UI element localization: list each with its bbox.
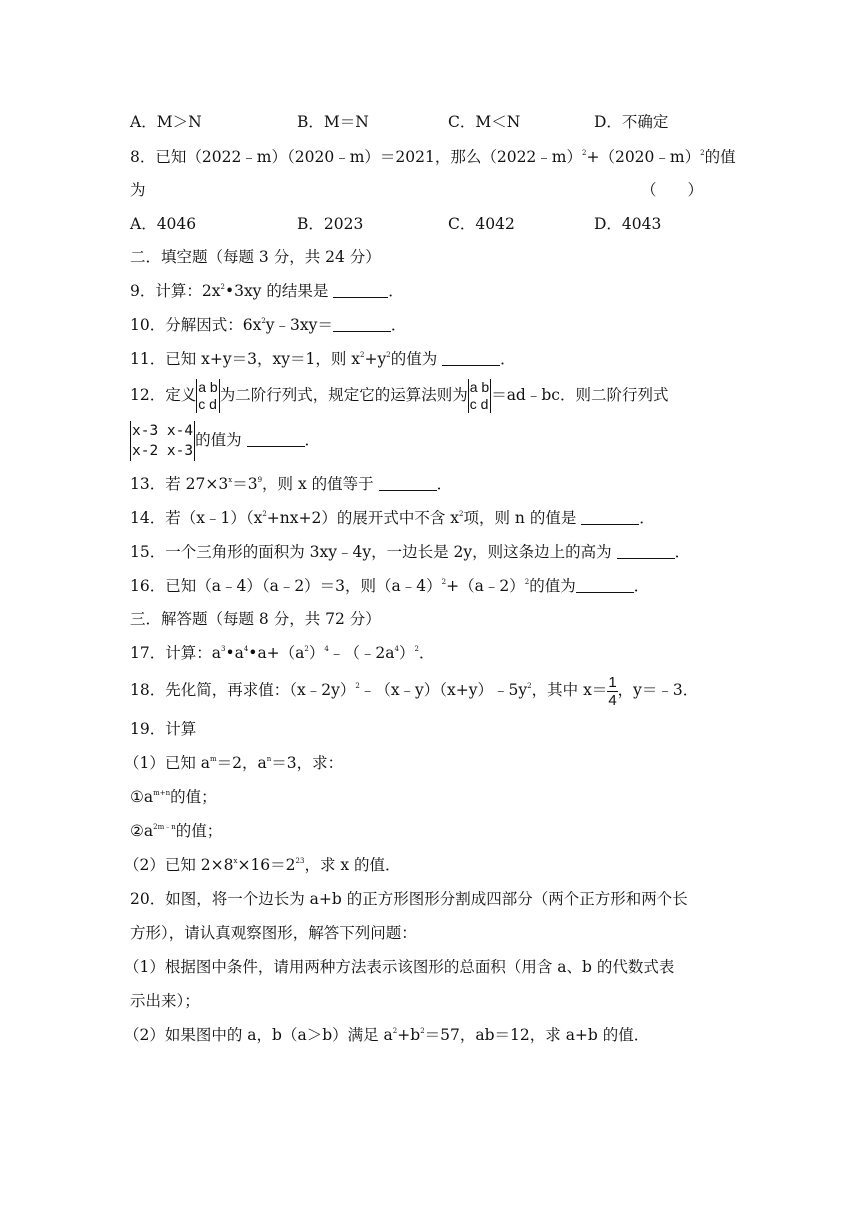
- question-20-part-2: （2）如果图中的 a，b（a＞b）满足 $a^2+b^2=57$，ab＝12，求 a+b 的值．: [124, 1026, 650, 1044]
- fraction: $\frac{1}{4}$: [608, 673, 617, 709]
- q7-option-c: C．M＜N: [448, 113, 521, 131]
- q8-option-d: D．4043: [594, 215, 662, 233]
- q8-option-a: A．4046: [130, 215, 197, 233]
- question-8-cont: 为: [130, 181, 146, 199]
- question-19-part-2: （2）已知 $2\times 8^x\times 16=2^{23}$，求 x 的值．: [124, 856, 401, 874]
- determinant-expression: x-3 x-4 x-2 x-3: [132, 423, 194, 459]
- question-19-item-2: $②a^{2m﹣n}$的值；: [130, 822, 223, 840]
- question-12-cont: x-3 x-4 x-2 x-3 的值为 ．: [132, 423, 321, 459]
- answer-blank[interactable]: [581, 510, 639, 525]
- question-20-part-1: （1）根据图中条件，请用两种方法表示该图形的总面积（用含 a、b 的代数式表: [124, 958, 675, 976]
- question-13: 13．若 $27\times 3^x=3^9$，则 x 的值等于 ．: [130, 475, 453, 493]
- answer-blank[interactable]: [576, 578, 634, 593]
- answer-blank[interactable]: [333, 317, 391, 332]
- answer-blank[interactable]: [442, 351, 500, 366]
- question-17: 17．计算：$a^3•a^4•a+(a^2)^4﹣(﹣2a^4)^2$．: [130, 644, 435, 662]
- answer-parentheses: （ ）: [641, 181, 704, 199]
- question-12: 12．定义 a b c d 为二阶行列式，规定它的运算法则为 a b c d ＝ad﹣bc．则二阶行列式: [130, 379, 669, 412]
- q7-option-b: B．M＝N: [297, 113, 369, 131]
- question-19-title: 19．计算: [130, 720, 197, 738]
- question-19-item-1: $①a^{m+n}$的值；: [130, 788, 217, 806]
- q7-option-a: A．M＞N: [130, 113, 202, 131]
- answer-blank[interactable]: [333, 283, 388, 298]
- answer-blank[interactable]: [247, 432, 305, 447]
- question-20-part-1-cont: 示出来）；: [130, 992, 200, 1010]
- question-10: 10．分解因式：$6x^2y﹣3xy=$ ．: [130, 316, 407, 334]
- determinant-definition: a b c d: [198, 379, 218, 412]
- question-16: 16．已知（a﹣4）（a﹣2）＝3，则（a﹣4）$^2$+（a﹣2）$^2$的值为 ．: [130, 577, 650, 595]
- question-11: 11．已知 x+y＝3，xy＝1，则 $x^2+y^2$的值为 ．: [130, 350, 516, 368]
- question-18: 18．先化简，再求值：$(x﹣2y)^2﹣(x﹣y)(x+y)﹣5y^2$，其中 x＝ $\frac{1}{4}$ ，y＝﹣3．: [130, 673, 699, 709]
- q8-option-c: C．4042: [448, 215, 515, 233]
- q8-option-b: B．2023: [297, 215, 364, 233]
- question-20-line-1: 20．如图，将一个边长为 a+b 的正方形图形分割成四部分（两个正方形和两个长: [130, 890, 688, 908]
- question-15: 15．一个三角形的面积为 3xy﹣4y，一边长是 2y，则这条边上的高为 ．: [130, 543, 691, 561]
- determinant-rule: a b c d: [469, 379, 490, 412]
- question-20-line-2: 方形），请认真观察图形，解答下列问题：: [130, 924, 417, 942]
- answer-blank[interactable]: [617, 544, 675, 559]
- question-19-part-1: （1）已知 $a^m=2$，$a^n=3$，求：: [124, 754, 344, 772]
- section-2-heading: 二．填空题（每题 3 分，共 24 分）: [130, 248, 381, 266]
- q7-option-d: D．不确定: [594, 113, 669, 131]
- answer-blank[interactable]: [379, 476, 437, 491]
- question-9: 9．计算：$2x^2•3xy$ 的结果是 ．: [130, 282, 404, 300]
- question-14: 14．若$(x﹣1)(x^2+nx+2)$的展开式中不含 $x^2$项，则 n 的值是 ．: [130, 509, 655, 527]
- question-8: 8．已知（2022﹣m）（2020﹣m）＝2021，那么（2022﹣m）$^2$+（2020﹣m）$^2$的值: [130, 148, 736, 166]
- section-3-heading: 三．解答题（每题 8 分，共 72 分）: [130, 610, 381, 628]
